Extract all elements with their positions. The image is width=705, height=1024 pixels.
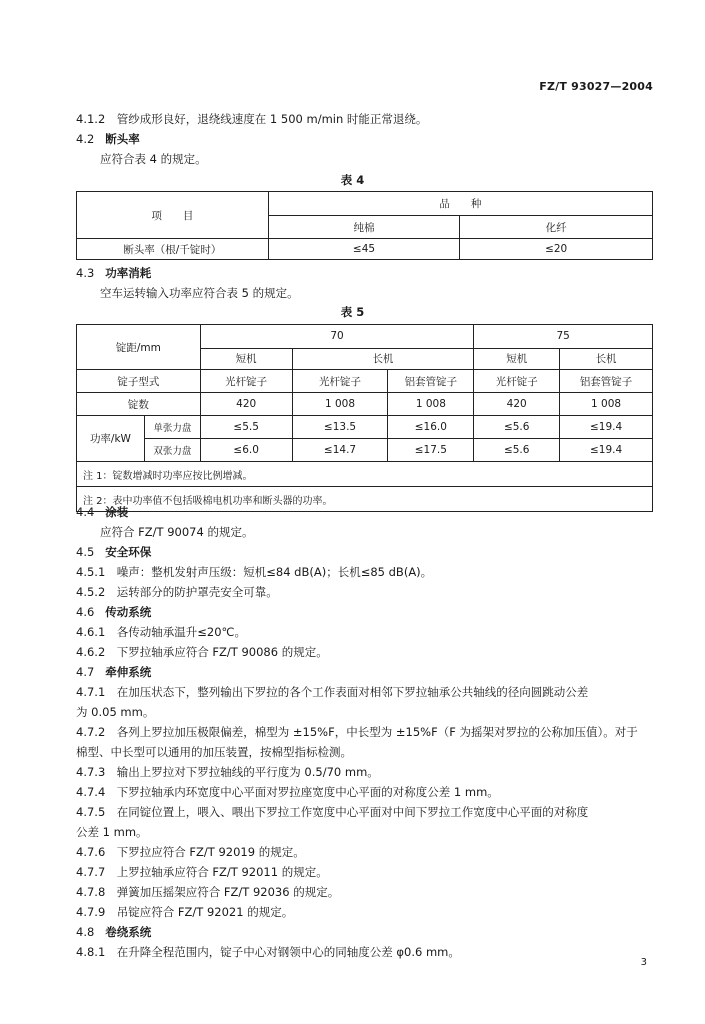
clause-4-7-8: 4.7.8 弹簧加压摇架应符合 FZ/T 92036 的规定。	[76, 885, 340, 899]
clause-number: 4.5	[76, 545, 95, 559]
spindle-type-label: 锭子型式	[77, 370, 201, 393]
spindle-count: 420	[474, 393, 560, 416]
table-4-item-header: 项 目	[77, 192, 269, 239]
clause-title: 传动系统	[105, 605, 152, 619]
table-4-fiber-header: 化纤	[460, 216, 653, 239]
table-4-caption: 表 4	[340, 173, 365, 187]
power-value: ≤13.5	[292, 416, 388, 439]
spindle-count: 420	[200, 393, 292, 416]
clause-number: 4.7	[76, 665, 95, 679]
table-4-cotton-header: 纯棉	[268, 216, 460, 239]
clause-4-4-body: 应符合 FZ/T 90074 的规定。	[100, 525, 254, 539]
power-value: ≤5.5	[200, 416, 292, 439]
table-4	[76, 191, 653, 260]
power-value: ≤14.7	[292, 439, 388, 462]
table-4-cotton-value: ≤45	[268, 239, 460, 260]
power-value: ≤5.6	[474, 416, 560, 439]
clause-4-7-7: 4.7.7 上罗拉轴承应符合 FZ/T 92011 的规定。	[76, 865, 328, 879]
clause-title: 涂装	[105, 505, 129, 519]
power-value: ≤19.4	[560, 416, 653, 439]
clause-4-7-heading	[76, 664, 151, 680]
single-tension-label: 单张力盘	[144, 416, 200, 439]
spindle-type: 铝套管锭子	[560, 370, 653, 393]
power-value: ≤19.4	[560, 439, 653, 462]
clause-number: 4.3	[76, 266, 95, 280]
clause-4-5-2: 4.5.2 运转部分的防护罩壳安全可靠。	[76, 585, 278, 599]
spindle-type: 光杆锭子	[474, 370, 560, 393]
power-label: 功率/kW	[77, 416, 145, 462]
clause-4-7-6: 4.7.6 下罗拉应符合 FZ/T 92019 的规定。	[76, 845, 305, 859]
spindle-count: 1 008	[560, 393, 653, 416]
table-5-note-1: 注 1：锭数增减时功率应按比例增减。	[77, 462, 653, 487]
clause-4-7-2-line-2: 棉型、中长型可以通用的加压装置，按棉型指标检测。	[76, 745, 352, 759]
clause-4-2-body: 应符合表 4 的规定。	[100, 152, 207, 166]
spindle-count: 1 008	[388, 393, 474, 416]
spindle-count-label: 锭数	[77, 393, 201, 416]
clause-4-8-1: 4.8.1 在升降全程范围内，锭子中心对钢领中心的同轴度公差 φ0.6 mm。	[76, 945, 460, 959]
clause-4-5-heading	[76, 544, 151, 560]
table-4-row-label: 断头率（根/千锭时）	[77, 239, 269, 260]
clause-4-7-1-line-1: 4.7.1 在加压状态下，整列输出下罗拉的各个工作表面对相邻下罗拉轴承公共轴线的径向圆跳动公差	[76, 685, 589, 699]
clause-title: 安全环保	[105, 545, 152, 559]
clause-4-3-body: 空车运转输入功率应符合表 5 的规定。	[100, 286, 299, 300]
gauge-75: 75	[474, 325, 653, 349]
clause-4-1-2: 4.1.2 管纱成形良好，退绕线速度在 1 500 m/min 时能正常退绕。	[76, 112, 428, 126]
long-machine-75: 长机	[560, 348, 653, 369]
table-5-caption: 表 5	[340, 305, 365, 319]
table-5-note-2: 注 2：表中功率值不包括吸棉电机功率和断头器的功率。	[77, 487, 653, 512]
power-value: ≤16.0	[388, 416, 474, 439]
clause-4-6-heading	[76, 604, 151, 620]
standard-number: FZ/T 93027—2004	[539, 80, 653, 93]
table-4-variety-header: 品 种	[268, 192, 652, 216]
clause-4-7-2-line-1: 4.7.2 各列上罗拉加压极限偏差，棉型为 ±15%F，中长型为 ±15%F（F 为摇架对罗拉的公称加压值）。对于	[76, 725, 638, 739]
spindle-type: 光杆锭子	[292, 370, 388, 393]
clause-number: 4.2	[76, 132, 95, 146]
power-value: ≤6.0	[200, 439, 292, 462]
long-machine-70: 长机	[292, 348, 474, 369]
power-value: ≤17.5	[388, 439, 474, 462]
clause-number: 4.4	[76, 505, 95, 519]
short-machine-70: 短机	[200, 348, 292, 369]
clause-4-5-1: 4.5.1 噪声：整机发射声压级：短机≤84 dB(A)；长机≤85 dB(A)。	[76, 565, 433, 579]
gauge-label: 锭距/mm	[77, 325, 201, 370]
clause-4-3-heading	[76, 265, 151, 281]
double-tension-label: 双张力盘	[144, 439, 200, 462]
clause-4-7-5-line-1: 4.7.5 在同锭位置上，喂入、喂出下罗拉工作宽度中心平面对中间下罗拉工作宽度中心平面的对称度	[76, 805, 589, 819]
clause-4-6-2: 4.6.2 下罗拉轴承应符合 FZ/T 90086 的规定。	[76, 645, 328, 659]
clause-4-7-1-line-2: 为 0.05 mm。	[76, 705, 155, 719]
clause-title: 断头率	[105, 132, 140, 146]
clause-4-7-4: 4.7.4 下罗拉轴承内环宽度中心平面对罗拉座宽度中心平面的对称度公差 1 mm。	[76, 785, 499, 799]
spindle-count: 1 008	[292, 393, 388, 416]
clause-4-4-heading	[76, 504, 128, 520]
clause-title: 牵伸系统	[105, 665, 152, 679]
clause-4-7-3: 4.7.3 输出上罗拉对下罗拉轴线的平行度为 0.5/70 mm。	[76, 765, 379, 779]
table-4-fiber-value: ≤20	[460, 239, 653, 260]
clause-4-8-heading	[76, 924, 151, 940]
clause-number: 4.6	[76, 605, 95, 619]
gauge-70: 70	[200, 325, 474, 349]
page-number: 3	[640, 957, 647, 968]
table-5	[76, 324, 653, 512]
clause-title: 卷绕系统	[105, 925, 152, 939]
spindle-type: 光杆锭子	[200, 370, 292, 393]
clause-4-7-9: 4.7.9 吊锭应符合 FZ/T 92021 的规定。	[76, 905, 294, 919]
clause-4-7-5-line-2: 公差 1 mm。	[76, 825, 148, 839]
clause-4-2-heading	[76, 131, 140, 147]
clause-4-6-1: 4.6.1 各传动轴承温升≤20℃。	[76, 625, 246, 639]
short-machine-75: 短机	[474, 348, 560, 369]
power-value: ≤5.6	[474, 439, 560, 462]
clause-number: 4.8	[76, 925, 95, 939]
clause-title: 功率消耗	[105, 266, 152, 280]
spindle-type: 铝套管锭子	[388, 370, 474, 393]
